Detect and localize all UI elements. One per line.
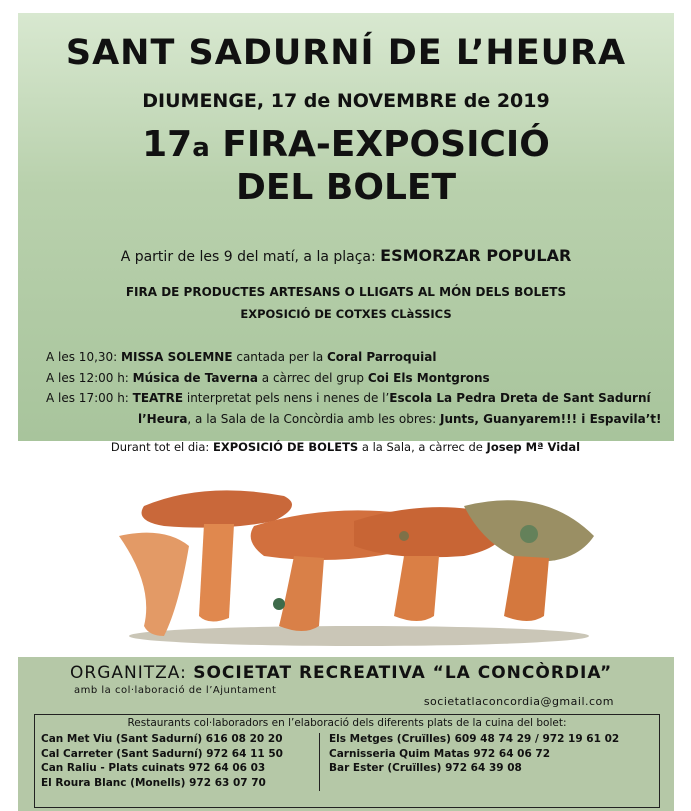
classic-cars: EXPOSICIÓ DE COTXES CLàSSICS (240, 307, 452, 321)
organizer-label: ORGANITZA: (70, 663, 194, 683)
mass-label: MISSA SOLEMNE (121, 350, 233, 364)
restaurant-item: Can Met Viu (Sant Sadurní) 616 08 20 20 (41, 733, 283, 745)
schedule-music (46, 368, 691, 389)
all-day-intro: Durant tot el dia: (110, 440, 213, 454)
mass-time: A les 10,30: (46, 350, 122, 364)
breakfast-intro: A partir de les 9 del matí, a la plaça: (120, 249, 381, 265)
restaurants-right (329, 732, 619, 776)
restaurants-heading: Restaurants col·laboradors en l’elaboració dels diferents plats de la cuina del bolet: (127, 717, 567, 729)
restaurant-item: El Roura Blanc (Monells) 972 63 07 70 (41, 776, 266, 789)
organizer-panel (18, 657, 674, 811)
mushroom-illustration (104, 476, 614, 656)
divider (319, 733, 320, 791)
mass-mid: cantada per la (232, 350, 327, 364)
contact-email[interactable]: societatlaconcordia@gmail.com (423, 695, 614, 708)
restaurant-item: Can Raliu - Plats cuinats 972 64 06 03 (41, 762, 266, 774)
restaurants-left (41, 732, 283, 790)
organizer-line (70, 663, 612, 683)
theatre-works: Junts, Guanyarem!!! i Espavila’t! (440, 411, 662, 426)
theatre-time: A les 17:00 h: (46, 391, 133, 405)
theatre-label: TEATRE (132, 391, 184, 405)
fair-title (18, 123, 674, 209)
schedule (46, 347, 691, 429)
all-day-person: Josep Mª Vidal (486, 440, 581, 454)
edition-suffix: a (192, 133, 210, 163)
restaurant-item: Els Metges (Cruïlles) 609 48 74 29 / 972 19 61 02 (329, 733, 620, 745)
restaurants-box (34, 714, 660, 808)
schedule-theatre (46, 388, 691, 409)
schedule-theatre-cont (46, 409, 691, 430)
all-day-label: EXPOSICIÓ DE BOLETS (212, 440, 359, 454)
event-panel (18, 13, 674, 441)
breakfast-label: ESMORZAR POPULAR (380, 246, 572, 265)
mushroom-exhibit-line (0, 440, 691, 454)
fair-title-line1: FIRA-EXPOSICIÓ (222, 124, 550, 165)
edition-number: 17 (142, 124, 193, 165)
theatre-mid: interpretat pels nens i nenes de l’ (183, 391, 390, 405)
schedule-mass (46, 347, 691, 368)
music-time: A les 12:00 h: (46, 370, 133, 385)
music-group: Coi Els Montgrons (367, 370, 490, 385)
restaurant-item: Bar Ester (Cruïlles) 972 64 39 08 (329, 762, 522, 774)
event-date: DIUMENGE, 17 de NOVEMBRE de 2019 (142, 90, 550, 112)
mass-choir: Coral Parroquial (327, 350, 437, 364)
theatre-rest: , a la Sala de la Concòrdia amb les obres: (187, 411, 440, 426)
products-fair: FIRA DE PRODUCTES ARTESANS O LLIGATS AL MÓN DELS BOLETS (125, 285, 567, 299)
fair-title-line2: DEL BOLET (235, 167, 457, 209)
collaboration-note: amb la col·laboració de l’Ajuntament (74, 685, 277, 696)
breakfast-line (18, 246, 674, 265)
all-day-mid: a la Sala, a càrrec de (358, 440, 487, 454)
restaurant-item: Carnisseria Quim Matas 972 64 06 72 (329, 747, 551, 760)
organizer-name: SOCIETAT RECREATIVA “LA CONCÒRDIA” (193, 663, 613, 683)
music-mid: a càrrec del grup (257, 370, 368, 385)
town-title: SANT SADURNÍ DE L’HEURA (65, 33, 627, 73)
restaurant-item: Cal Carreter (Sant Sadurní) 972 64 11 50 (41, 747, 283, 760)
theatre-school: Escola La Pedra Dreta de Sant Sadurní (389, 391, 651, 405)
music-label: Música de Taverna (132, 370, 258, 385)
theatre-cont: l’Heura (138, 411, 188, 426)
